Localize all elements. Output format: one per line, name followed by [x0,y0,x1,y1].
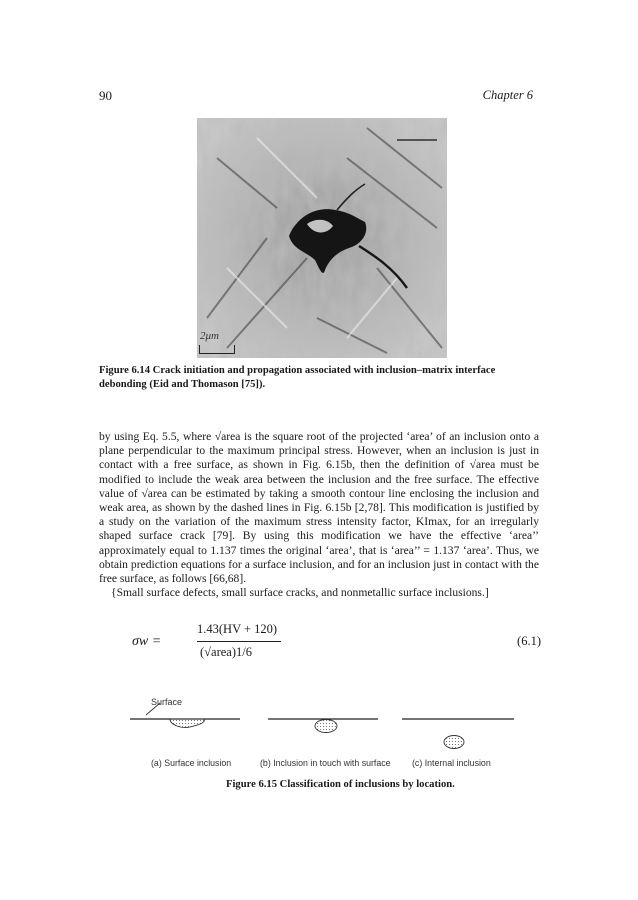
subcaption-b: (b) Inclusion in touch with surface [260,758,391,768]
equation-number: (6.1) [517,634,541,648]
figure-6-14-caption [99,364,539,391]
subcaption-a: (a) Surface inclusion [151,758,232,768]
paragraph-2: {Small surface defects, small surface cracks, and nonmetallic surface inclusions.] [111,586,489,600]
surface-label: Surface [151,697,183,707]
subcaption-c: (c) Internal inclusion [412,758,491,768]
figure-6-14-text: Crack initiation and propagation associated with inclusion–matrix interface debonding (Eid and Thomason [75]). [99,365,496,390]
figure-6-15-text: Classification of inclusions by location. [279,779,455,790]
surface-inclusion-sketch [130,719,240,728]
chapter-heading: Chapter 6 [482,88,533,102]
micrograph-image [197,118,447,358]
figure-6-15-label: Figure 6.15 [226,779,278,790]
equation-fraction-bar [197,641,281,642]
paragraph-1: by using Eq. 5.5, where √area is the square root of the projected ‘area’ of an inclusion onto a plane perpendicular to the maximum principal stress. However, when an inclusion is just in contact with a free surface, as shown in Fig. 6.15b, then the definition of √area must be modified to include the weak area between the inclusion and the free surface. The effective value of √area can be estimated by taking a smooth contour line enclosing the inclusion and weak area, as shown by the dashed lines in Fig. 6.15b [2,78]. This modification is justified by a study on the variation of the maximum stress intensity factor, KImax, for an irregularly shaped surface crack [79]. By using this modification we have the effective ‘area’’ approximately equal to 1.137 times the original ‘area’, that is ‘area’’ = 1.137 ‘area’. Thus, we obtain prediction equations for a surface inclusion, and for an inclusion just in contact with the free surface, as follows [66,68]. [99,430,539,586]
figure-6-15-caption [226,779,455,790]
scale-bar-label: 2μm [200,330,219,342]
page-number: 90 [99,88,112,103]
internal-inclusion-sketch [402,719,514,749]
body-text [99,430,539,600]
equation-numerator: 1.43(HV + 120) [197,622,278,636]
figure-6-14-label: Figure 6.14 [99,365,151,376]
equation-lhs: σw = [132,634,162,649]
touching-inclusion-sketch [268,719,378,733]
equation-denominator: (√area)1/6 [200,645,252,659]
scale-bar [199,345,235,354]
